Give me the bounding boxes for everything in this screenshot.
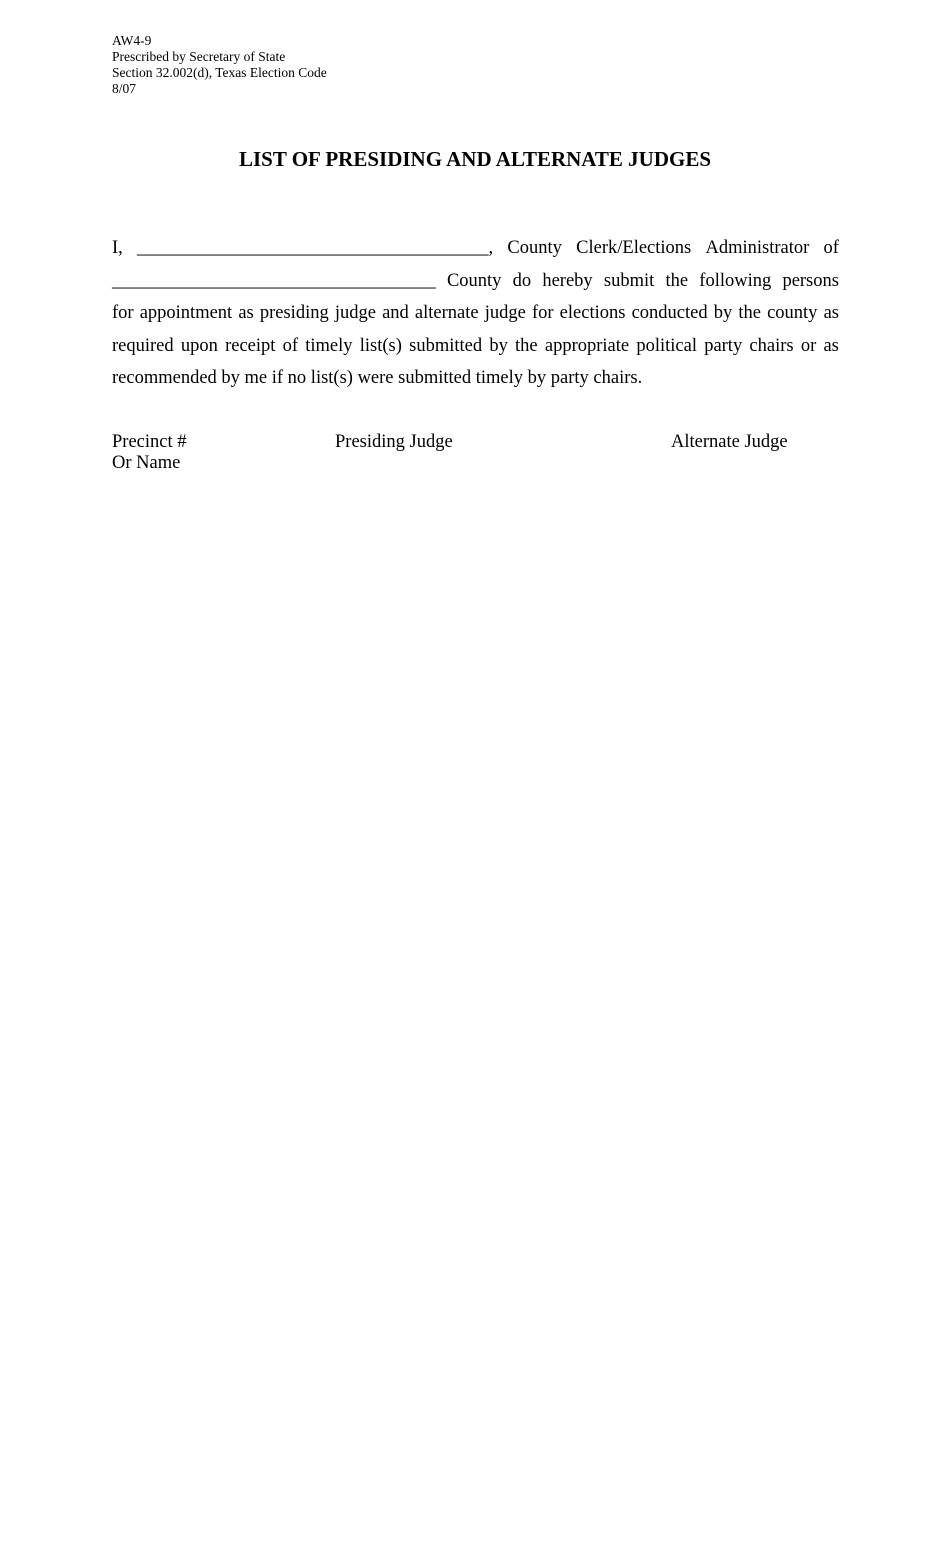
word: persons [782, 270, 839, 291]
statement-line-2 [112, 265, 839, 298]
word: do [512, 270, 532, 291]
form-date: 8/07 [112, 81, 137, 96]
word: chairs [749, 335, 794, 356]
word: party [704, 335, 743, 356]
word: I, [112, 238, 123, 258]
county-name-blank: ___________________________________ [112, 270, 436, 291]
word: or [800, 335, 817, 356]
word: of [282, 335, 299, 356]
word: receipt [225, 335, 276, 356]
word: conducted [631, 303, 708, 323]
word: Administrator [705, 238, 810, 258]
word: judge [334, 303, 376, 323]
word: by [489, 335, 508, 356]
word: and [382, 303, 409, 323]
word: required [112, 335, 174, 356]
word: Clerk/Elections [576, 238, 692, 258]
precinct-header-line-1: Precinct # [112, 432, 187, 452]
word: appointment [139, 303, 233, 323]
word: elections [559, 303, 626, 323]
form-header [112, 33, 327, 97]
word: as [823, 335, 839, 356]
word: of [823, 238, 839, 258]
word: the [665, 270, 689, 291]
word: submit [603, 270, 655, 291]
word: political [636, 335, 697, 356]
alternate-judge-column-header: Alternate Judge [671, 432, 788, 452]
statement-line-4 [112, 330, 839, 363]
word: timely [305, 335, 353, 356]
word: alternate [414, 303, 479, 323]
statement-line-5 [112, 362, 839, 395]
word: upon [180, 335, 218, 356]
word: appropriate [544, 335, 630, 356]
code-section: Section 32.002(d), Texas Election Code [112, 65, 327, 80]
clerk-name-blank: ______________________________________, [137, 238, 494, 258]
prescribed-by: Prescribed by Secretary of State [112, 49, 286, 64]
page-title: LIST OF PRESIDING AND ALTERNATE JUDGES [238, 147, 712, 171]
word: the [738, 303, 761, 323]
presiding-judge-column-header: Presiding Judge [335, 432, 453, 452]
word: County [507, 238, 562, 258]
word: presiding [259, 303, 329, 323]
word: for [531, 303, 554, 323]
statement-paragraph [112, 232, 839, 395]
statement-line-1 [112, 232, 839, 265]
word: list(s) [359, 335, 402, 356]
form-id: AW4-9 [112, 33, 152, 48]
word: as [238, 303, 254, 323]
word: submitted [409, 335, 483, 356]
word: following [699, 270, 772, 291]
precinct-header-line-2: Or Name [112, 453, 181, 473]
statement-last-line: recommended by me if no list(s) were submitted timely by party chairs. [112, 368, 643, 388]
word: as [823, 303, 839, 323]
word: by [713, 303, 733, 323]
word: for [112, 303, 134, 323]
statement-line-3 [112, 297, 839, 330]
word: hereby [542, 270, 593, 291]
word: county [767, 303, 818, 323]
word: judge [484, 303, 526, 323]
word: County [446, 270, 502, 291]
word: the [515, 335, 538, 356]
precinct-column-header [112, 432, 187, 474]
